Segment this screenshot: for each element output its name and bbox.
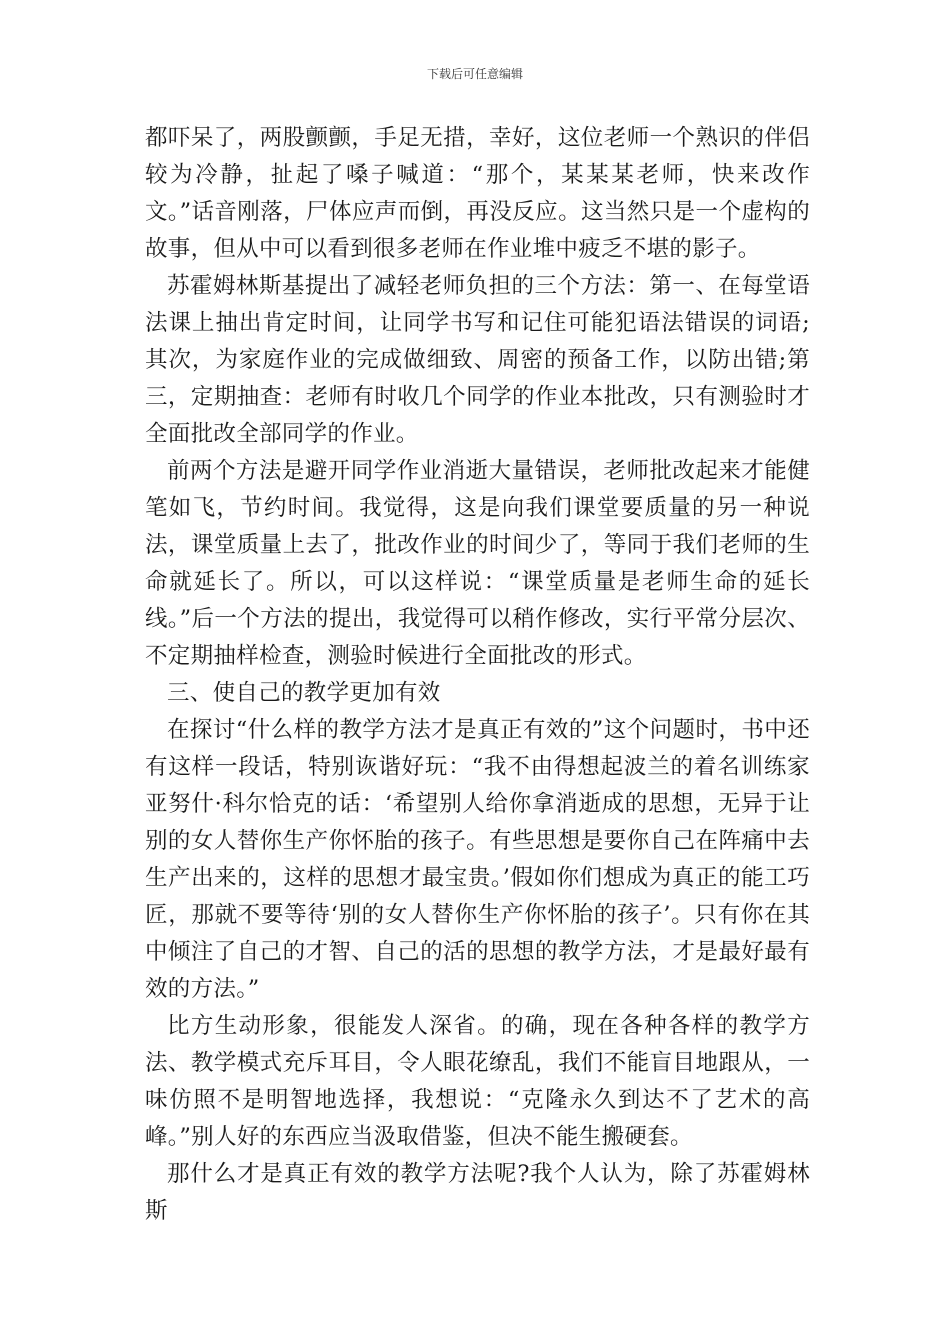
paragraph-effective-method: 那什么才是真正有效的教学方法呢?我个人认为，除了苏霍姆林斯 <box>145 1161 810 1224</box>
paragraph-metaphor: 比方生动形象，很能发人深省。的确，现在各种各样的教学方法、教学模式充斥耳目，令人眼花缭乱，我们不能盲目地跟从，一味仿照不是明智地选择，我想说：“克隆永久到达不了艺术的高峰。”别人好的东西应当汲取借鉴，但决不能生搬硬套。 <box>145 1013 810 1150</box>
paragraph-continuation: 都吓呆了，两股颤颤，手足无措，幸好，这位老师一个熟识的伴侣较为冷静，扯起了嗓子喊道：“那个，某某某老师，快来改作文。”话音刚落，尸体应声而倒，再没反应。这当然只是一个虚构的故事，但从中可以看到很多老师在作业堆中疲乏不堪的影子。 <box>145 125 810 262</box>
body-text <box>145 120 810 1230</box>
paragraph-first-two-methods: 前两个方法是避开同学作业消逝大量错误，老师批改起来才能健笔如飞，节约时间。我觉得，这是向我们课堂要质量的另一种说法，课堂质量上去了，批改作业的时间少了，等同于我们老师的生命就延长了。所以，可以这样说：“课堂质量是老师生命的延长线。”后一个方法的提出，我觉得可以稍作修改，实行平常分层次、不定期抽样检查，测验时候进行全面批改的形式。 <box>145 458 810 669</box>
paragraph-three-methods: 苏霍姆林斯基提出了减轻老师负担的三个方法：第一、在每堂语法课上抽出肯定时间，让同学书写和记住可能犯语法错误的词语;其次，为家庭作业的完成做细致、周密的预备工作，以防出错;第三，定期抽查：老师有时收几个同学的作业本批改，只有测验时才全面批改全部同学的作业。 <box>145 273 810 447</box>
paragraph-quote: 在探讨“什么样的教学方法才是真正有效的”这个问题时，书中还有这样一段话，特别诙谐好玩：“我不由得想起波兰的着名训练家亚努什·科尔恰克的话：‘希望别人给你拿消逝成的思想，无异于让别的女人替你生产你怀胎的孩子。有些思想是要你自己在阵痛中去生产出来的，这样的思想才最宝贵。’假如你们想成为真正的能工巧匠，那就不要等待‘别的女人替你生产你怀胎的孩子’。只有你在其中倾注了自己的才智、自己的活的思想的教学方法，才是最好最有效的方法。” <box>145 717 810 1002</box>
section-heading: 三、使自己的教学更加有效 <box>167 680 441 706</box>
page-header: 下载后可任意编辑 <box>426 67 523 81</box>
